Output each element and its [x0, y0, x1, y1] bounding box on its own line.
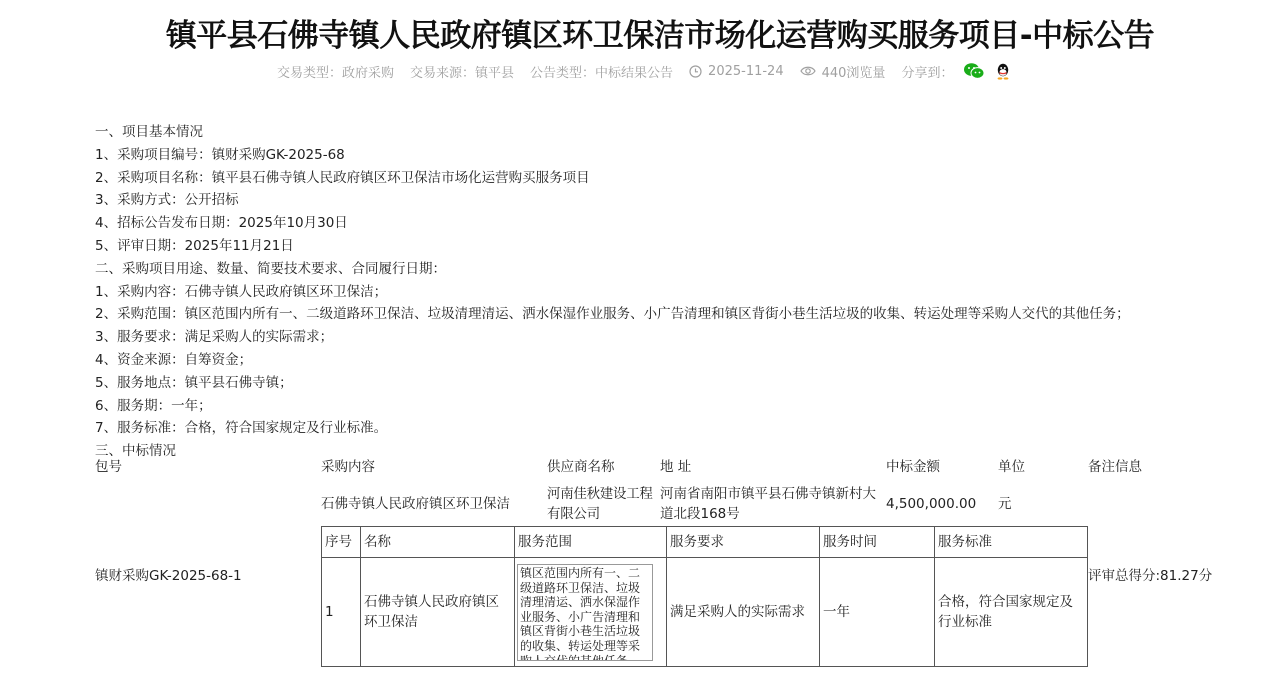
award-content: 石佛寺镇人民政府镇区环卫保洁: [321, 496, 510, 512]
col-header-amount: 中标金额: [886, 459, 940, 475]
notice-body: [95, 121, 1245, 463]
section-heading: 三、中标情况: [95, 443, 176, 460]
page-title: 镇平县石佛寺镇人民政府镇区环卫保洁市场化运营购买服务项目-中标公告: [165, 18, 1155, 54]
inner-header-time: 服务时间: [820, 527, 935, 558]
inner-requirement: 满足采购人的实际需求: [667, 558, 820, 667]
inner-header-requirement: 服务要求: [667, 527, 820, 558]
view-count: [800, 62, 886, 81]
project-number: 1、采购项目编号：镇财采购GK-2025-68: [95, 146, 345, 163]
service-standard: 7、服务标准：合格，符合国家规定及行业标准。: [95, 420, 388, 437]
meta-bar: [277, 60, 1011, 82]
service-requirement: 3、服务要求：满足采购人的实际需求；: [95, 329, 334, 346]
share-label: 分享到：: [901, 65, 954, 81]
inner-header-standard: 服务标准: [935, 527, 1088, 558]
notice-type: 公告类型：中标结果公告: [530, 65, 674, 81]
inner-time: 一年: [820, 558, 935, 667]
qq-icon[interactable]: [995, 62, 1011, 80]
view-count-value: 440浏览量: [821, 65, 886, 81]
fund-source: 4、资金来源：自筹资金；: [95, 351, 253, 368]
trade-type: 交易类型：政府采购: [277, 65, 395, 81]
award-amount: 4,500,000.00: [886, 496, 977, 512]
trade-source: 交易来源：镇平县: [410, 65, 515, 81]
service-table: [321, 526, 1088, 667]
service-location: 5、服务地点：镇平县石佛寺镇；: [95, 374, 293, 391]
col-header-supplier: 供应商名称: [547, 459, 615, 475]
inner-header-seq: 序号: [322, 527, 361, 558]
procurement-method: 3、采购方式：公开招标: [95, 192, 239, 209]
review-score: 评审总得分:81.27分: [1088, 568, 1213, 584]
project-name: 2、采购项目名称：镇平县石佛寺镇人民政府镇区环卫保洁市场化运营购买服务项目: [95, 169, 590, 186]
clock-icon: [689, 65, 702, 78]
wechat-icon[interactable]: [963, 62, 985, 80]
service-period: 6、服务期：一年；: [95, 397, 212, 414]
col-header-content: 采购内容: [321, 459, 375, 475]
section-heading: 一、项目基本情况: [95, 124, 203, 140]
service-scope-textarea[interactable]: [517, 564, 653, 661]
publish-date: [689, 64, 784, 79]
section-heading: 二、采购项目用途、数量、简要技术要求、合同履行日期：: [95, 260, 446, 277]
col-header-unit: 单位: [998, 459, 1025, 475]
supplier-name: 河南佳秋建设工程有限公司: [547, 486, 653, 522]
inner-name: 石佛寺镇人民政府镇区环卫保洁: [361, 558, 515, 667]
announce-date: 4、招标公告发布日期：2025年10月30日: [95, 215, 348, 232]
supplier-address: 河南省南阳市镇平县石佛寺镇新村大道北段168号: [660, 486, 876, 522]
inner-header-name: 名称: [361, 527, 515, 558]
procurement-scope: 2、采购范围：镇区范围内所有一、二级道路环卫保洁、垃圾清理清运、洒水保湿作业服务、小广告清理和镇区背街小巷生活垃圾的收集、转运处理等采购人交代的其他任务；: [95, 306, 1130, 323]
inner-seq: 1: [322, 558, 361, 667]
col-header-remarks: 备注信息: [1088, 459, 1142, 475]
col-header-package: 包号: [95, 459, 122, 475]
review-date: 5、评审日期：2025年11月21日: [95, 237, 294, 254]
package-number: 镇财采购GK-2025-68-1: [95, 568, 242, 584]
award-unit: 元: [998, 496, 1012, 512]
inner-standard: 合格，符合国家规定及行业标准: [935, 558, 1088, 667]
procurement-content: 1、采购内容：石佛寺镇人民政府镇区环卫保洁；: [95, 283, 388, 300]
col-header-address: 地 址: [660, 459, 692, 475]
inner-header-scope: 服务范围: [515, 527, 667, 558]
share-group: [901, 62, 1011, 81]
publish-date-value: 2025-11-24: [708, 63, 784, 79]
inner-scope-cell: [515, 558, 667, 667]
eye-icon: [800, 65, 816, 77]
